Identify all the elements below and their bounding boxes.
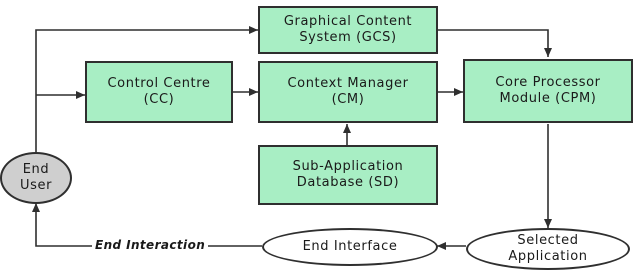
- node-cc: [85, 61, 233, 123]
- edge-label-end-interaction: End Interaction: [92, 238, 208, 252]
- node-end-user-line2: User: [19, 178, 53, 193]
- node-cm: [258, 61, 438, 123]
- node-selected-line2: Application: [508, 249, 588, 264]
- node-end-user: [0, 152, 72, 204]
- node-end-interface-label: End Interface: [302, 239, 398, 254]
- node-sd-line1: Sub-Application: [292, 159, 404, 174]
- edge-gcs-to-cpm: [437, 30, 548, 57]
- node-end-interface: [262, 228, 438, 266]
- node-cc-line2: (CC): [143, 92, 175, 107]
- node-gcs-line1: Graphical Content: [283, 14, 413, 29]
- node-end-user-line1: End: [22, 162, 50, 177]
- node-selected-application: [466, 228, 630, 270]
- node-cpm-line1: Core Processor: [495, 75, 601, 90]
- node-cpm: [463, 59, 633, 123]
- node-cm-line1: Context Manager: [287, 76, 409, 91]
- node-sd: [258, 145, 438, 205]
- node-cm-line2: (CM): [331, 92, 365, 107]
- node-cpm-line2: Module (CPM): [499, 91, 597, 106]
- node-sd-line2: Database (SD): [296, 175, 400, 190]
- node-cc-line1: Control Centre: [107, 76, 211, 91]
- node-selected-line1: Selected: [517, 233, 579, 248]
- node-gcs: [258, 6, 438, 54]
- node-gcs-line2: System (GCS): [299, 30, 397, 45]
